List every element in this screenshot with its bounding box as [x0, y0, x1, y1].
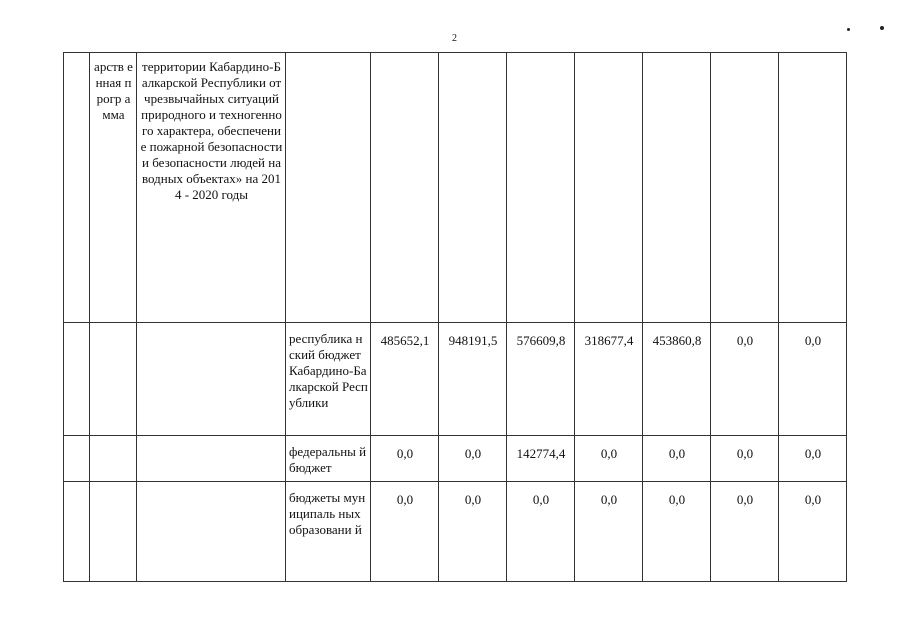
table-cell-blank — [64, 436, 90, 482]
table-cell-blank — [643, 53, 711, 323]
value-cell: 0,0 — [439, 482, 507, 582]
table-cell-blank — [64, 323, 90, 436]
value-cell: 948191,5 — [439, 323, 507, 436]
value-cell: 0,0 — [643, 436, 711, 482]
scan-speck-mark — [880, 26, 884, 30]
table-cell-blank — [137, 436, 286, 482]
value-cell: 0,0 — [711, 436, 779, 482]
value-cell: 453860,8 — [643, 323, 711, 436]
table-cell-blank — [779, 53, 847, 323]
value-cell: 0,0 — [371, 482, 439, 582]
table-cell-blank — [64, 482, 90, 582]
funding-source-cell: федеральны й бюджет — [286, 436, 371, 482]
value-cell: 0,0 — [779, 323, 847, 436]
value-cell: 142774,4 — [507, 436, 575, 482]
value-cell: 485652,1 — [371, 323, 439, 436]
value-cell: 0,0 — [371, 436, 439, 482]
table-cell-blank — [286, 53, 371, 323]
table-cell-blank — [439, 53, 507, 323]
table-cell-blank — [64, 53, 90, 323]
program-name-cell: территории Кабардино-Балкарской Республики от чрезвычайных ситуаций природного и техногенного характера, обеспечение пожарной безопасности и безопасности людей на водных объектах» на 2014 - 2020 годы — [137, 53, 286, 323]
table-cell-blank — [711, 53, 779, 323]
table-row-program — [64, 53, 847, 323]
value-cell: 0,0 — [575, 436, 643, 482]
value-cell: 318677,4 — [575, 323, 643, 436]
budget-table — [63, 52, 847, 582]
table-cell-blank — [507, 53, 575, 323]
table-row-federal-budget — [64, 436, 847, 482]
table-cell-blank — [137, 482, 286, 582]
table-cell-blank — [90, 436, 137, 482]
table-cell-blank — [90, 323, 137, 436]
table-cell-blank — [90, 482, 137, 582]
program-kind-cell: арств енная прогр амма — [90, 53, 137, 323]
page-number: 2 — [452, 33, 457, 44]
value-cell: 0,0 — [779, 436, 847, 482]
table-row-municipal-budgets — [64, 482, 847, 582]
table-cell-blank — [371, 53, 439, 323]
value-cell: 0,0 — [711, 482, 779, 582]
funding-source-cell: бюджеты муниципаль ных образовани й — [286, 482, 371, 582]
table-row-republic-budget — [64, 323, 847, 436]
value-cell: 576609,8 — [507, 323, 575, 436]
table-cell-blank — [137, 323, 286, 436]
table-cell-blank — [575, 53, 643, 323]
value-cell: 0,0 — [507, 482, 575, 582]
value-cell: 0,0 — [575, 482, 643, 582]
value-cell: 0,0 — [643, 482, 711, 582]
funding-source-cell: республика нский бюджет Кабардино-Балкарской Республики — [286, 323, 371, 436]
value-cell: 0,0 — [779, 482, 847, 582]
value-cell: 0,0 — [711, 323, 779, 436]
value-cell: 0,0 — [439, 436, 507, 482]
scan-speck-mark — [847, 28, 850, 31]
